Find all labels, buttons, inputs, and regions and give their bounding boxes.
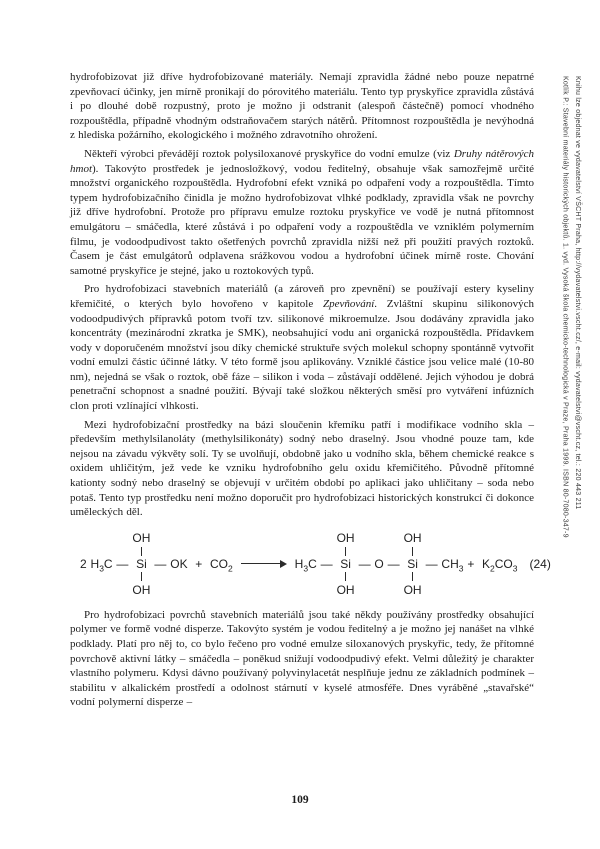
- citation-line: Kotlík P.: Stavební materiály historických objektů. 1. vyd. Vysoká škola chemicko-technologická v Praze, Praha 1999. ISBN 80-7080-347-9: [561, 76, 569, 538]
- oh-label: OH: [132, 530, 151, 545]
- vertical-bond: [141, 547, 142, 556]
- product-bridge: — O —: [358, 556, 400, 571]
- vertical-bond: [141, 572, 142, 581]
- product-suffix: — $CH_3 + K_2CO_3$: [425, 556, 518, 573]
- paragraph-4: Mezi hydrofobizační prostředky na bázi sloučenin křemíku patří i modifikace vodního skla – především methylsilanoláty (methylsilikonáty) sodný nebo draselný. Jsou vhodné pouze tam, kde nejsou na závadu výkvěty solí. Ty se uvolňují, obdobně jako u vodního skla, během chemické reakce s oxidem uhličitým, jež vede ke vzniku hydrofobního gelu oxidu křemičitého. Původně přítomné kationty sodný nebo draselný se objevují v určitém období po aplikaci jako uhličitany – soda nebo potaš. Tento typ prostředku není možno doporučit pro hydrofobizaci historických konstrukcí či dokonce uměleckých děl.: [70, 418, 534, 519]
- oh-label: OH: [403, 530, 422, 545]
- page-body-text: [70, 70, 551, 710]
- equation-number: (24): [529, 556, 551, 571]
- margin-citation: [559, 76, 582, 538]
- si-label: Si: [136, 556, 147, 571]
- reactant-suffix: — OK + $CO_2$: [154, 556, 233, 573]
- paragraph-1: hydrofobizovat již dříve hydrofobizované materiály. Nemají zpravidla žádné nebo pouze nepatrné zpevňovací účinky, jen mírně pronikají do pórovitého materiálu. Tento typ pryskyřice zpravidla zůstává i po dlouhé době rozpustný, proto je možno ji odstranit (alespoň částečně) pomocí vhodného rozpouštědla, případně vhodným odstraňovačem starých nátěrů. Přítomnost rozpouštědla je nevýhodná z hlediska požárního, ekologického i možného zdravotního ohrožení.: [70, 71, 534, 142]
- paragraph-5: Pro hydrofobizaci povrchů stavebních materiálů jsou také někdy používány prostředky obsahující polymer ve formě vodné disperze. Takovýto systém je vodou ředitelný a je možno jej nanášet na vlhké podklady. Platí pro něj to, co bylo řečeno pro vodné emulze siloxanových pryskyřic, tedy, že přítomné povrchově aktivní látky – smáčedla – poněkud snižují vodoodpudivý efekt. Velmi důležitý je charakter vlastního polymeru. Kdysi dávno používaný polyvinylacetát nesplňuje jednu ze základních podmínek – stabilitu v alkalickém prostředí a odolnost stárnutí v kyselé atmosféře. Dnes vyráběné „stavařské“ vodní polymerní disperze –: [70, 608, 534, 709]
- si-label: Si: [407, 556, 418, 571]
- vertical-bond: [412, 547, 413, 556]
- vertical-bond: [412, 572, 413, 581]
- oh-label: OH: [403, 582, 422, 597]
- reactant-prefix: 2 $H_3C$ —: [80, 556, 129, 573]
- oh-label: OH: [336, 582, 355, 597]
- oh-label: OH: [336, 530, 355, 545]
- si-group-product-1: [337, 532, 355, 596]
- si-label: Si: [340, 556, 351, 571]
- chemical-equation-24: [80, 530, 551, 597]
- paragraph-3: Pro hydrofobizaci stavebních materiálů (a zároveň pro zpevnění) se používají estery kyseliny křemičité, o kterých bylo hovořeno v kapitole Zpevňování. Zvláštní skupinu silikonových vodoodpudivých přípravků potom tvoří tzv. silikonové mikroemulze. Jsou dodávány zpravidla jako koncentráty (mezinárodní zkratka je SMK), neobsahující vodu ani organická rozpouštědla. Přídavkem vody v doporučeném množství jsou díky chemické struktuře svých molekul schopny spontánně vytvořit vodní emulzi částic účinné látky. V této formě jsou aplikovány. Vzniklé částice jsou velice malé (10-80 nm), nejedná se však o roztok, obě fáze – silikon i voda – zůstávají oddělené. Jejich výhodou je dobrá penetrační schopnost a snadné použití. Bývají také složkou některých směsí pro vytváření infúzních clon proti vzlínající vlhkosti.: [70, 283, 534, 413]
- vertical-bond: [345, 572, 346, 581]
- oh-label: OH: [132, 582, 151, 597]
- paragraph-2: Někteří výrobci převádějí roztok polysiloxanové pryskyřice do vodní emulze (viz Druhy nátěrových hmot). Takovýto prostředek je jednosložkový, vodou ředitelný, obsahuje však samozřejmě určité množství organického rozpouštědla. Hydrofobní efekt vzniká po odpaření vody a rozpouštědla. Tímto typem hydrofobizačního činidla je možno hydrofobizovat vlhké podklady, zpravidla však ne povrchy již dříve hydrofobní. Protože pro přípravu emulze roztoku pryskyřice ve vodě je nutná přítomnost emulgátoru – smáčedla, které zůstává i po odpaření vody a rozpouštědla ve vzniklém polymerním filmu, je vodoodpudivost takto ošetřených povrchů zpravidla nižší než při použití pravých roztoků. Časem je část emulgátorů odplavena srážkovou vodou a hydrofobní účinek mírně roste. Chování samotné pryskyřice je stejné, jako u roztokových typů.: [70, 147, 534, 277]
- si-group-product-2: [404, 532, 422, 596]
- product-prefix: $H_3C$ —: [294, 556, 333, 573]
- si-group-reactant: [132, 532, 150, 596]
- vertical-bond: [345, 547, 346, 556]
- reaction-arrow-icon: [241, 558, 287, 570]
- ordering-line: Knihu lze objednat ve vydavatelství VŠCHT Praha, http://vydavatelstvi.vscht.cz/, e-mail: vydavatelstvi@vscht.cz, tel.: 220 443 211: [574, 76, 581, 510]
- page-number: 109: [291, 794, 309, 806]
